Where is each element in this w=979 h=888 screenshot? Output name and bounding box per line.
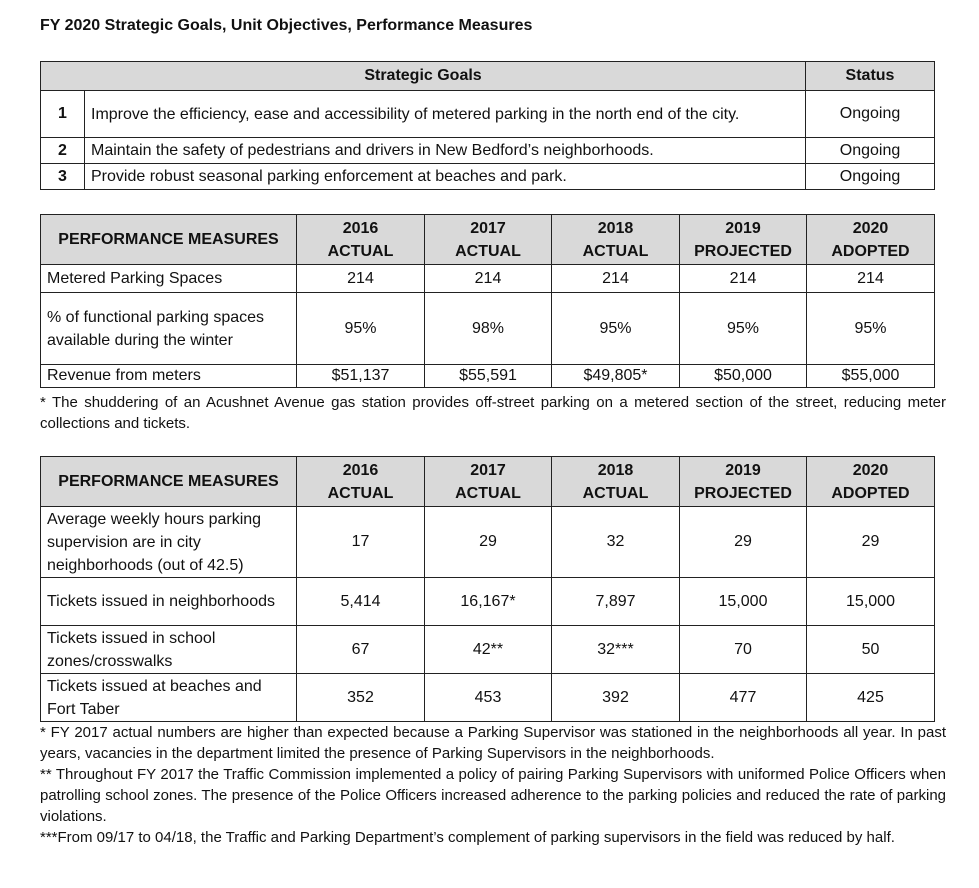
column-header-2017: 2017 ACTUAL (425, 457, 552, 507)
cell-value: $55,591 (425, 365, 552, 388)
cell-value: 352 (297, 674, 425, 722)
cell-value: $55,000 (807, 365, 935, 388)
goal-status: Ongoing (806, 138, 935, 164)
cell-value: 214 (297, 265, 425, 293)
column-header-2016: 2016 ACTUAL (297, 457, 425, 507)
column-header-2017: 2017 ACTUAL (425, 215, 552, 265)
cell-value: 5,414 (297, 578, 425, 626)
cell-value: 29 (680, 507, 807, 578)
cell-value: 214 (425, 265, 552, 293)
cell-value: 15,000 (807, 578, 935, 626)
goal-number: 3 (41, 164, 85, 190)
cell-value: 16,167* (425, 578, 552, 626)
footnote: ***From 09/17 to 04/18, the Traffic and Parking Department’s complement of parking supervisors in the field was reduced by half. (40, 829, 895, 846)
pm-header: PERFORMANCE MEASURES (41, 457, 297, 507)
table-row (41, 626, 935, 674)
cell-value: 7,897 (552, 578, 680, 626)
cell-value: 98% (425, 293, 552, 365)
column-header-2020: 2020 ADOPTED (807, 457, 935, 507)
cell-value: $51,137 (297, 365, 425, 388)
row-label: Average weekly hours parking supervision are in city neighborhoods (out of 42.5) (41, 507, 297, 578)
performance-measures-table-1 (40, 214, 935, 388)
table-row (41, 365, 935, 388)
cell-value: 32 (552, 507, 680, 578)
page-title: FY 2020 Strategic Goals, Unit Objectives, Performance Measures (40, 17, 533, 34)
cell-value: 214 (552, 265, 680, 293)
cell-value: 477 (680, 674, 807, 722)
cell-value: 42** (425, 626, 552, 674)
column-header-2019: 2019 PROJECTED (680, 457, 807, 507)
cell-value: 70 (680, 626, 807, 674)
goal-status: Ongoing (806, 91, 935, 138)
goal-number: 1 (41, 91, 85, 138)
row-label: % of functional parking spaces available during the winter (41, 293, 297, 365)
column-header-2018: 2018 ACTUAL (552, 215, 680, 265)
table-row (41, 293, 935, 365)
column-header-2019: 2019 PROJECTED (680, 215, 807, 265)
cell-value: 95% (297, 293, 425, 365)
cell-value: 453 (425, 674, 552, 722)
table-row (41, 265, 935, 293)
goals-header: Strategic Goals (41, 62, 806, 91)
footnote: * The shuddering of an Acushnet Avenue gas station provides off-street parking on a metered section of the street, reducing meter collections and tickets. (40, 394, 946, 432)
cell-value: $49,805* (552, 365, 680, 388)
goal-status: Ongoing (806, 164, 935, 190)
column-header-2016: 2016 ACTUAL (297, 215, 425, 265)
cell-value: 50 (807, 626, 935, 674)
cell-value: 29 (807, 507, 935, 578)
cell-value: 95% (680, 293, 807, 365)
row-label: Tickets issued in school zones/crosswalks (41, 626, 297, 674)
performance-measures-table-2 (40, 456, 935, 722)
goal-text: Provide robust seasonal parking enforcement at beaches and park. (85, 164, 806, 190)
column-header-2020: 2020 ADOPTED (807, 215, 935, 265)
goal-text: Maintain the safety of pedestrians and drivers in New Bedford’s neighborhoods. (85, 138, 806, 164)
table-row (41, 674, 935, 722)
goal-row (41, 164, 935, 190)
footnote: ** Throughout FY 2017 the Traffic Commission implemented a policy of pairing Parking Supervisors with uniformed Police Officers when patrolling school zones. The presence of the Police Officers increased adherence to the parking policies and reduced the rate of parking violations. (40, 766, 946, 825)
cell-value: 17 (297, 507, 425, 578)
row-label: Metered Parking Spaces (41, 265, 297, 293)
goal-row (41, 138, 935, 164)
cell-value: 67 (297, 626, 425, 674)
pm-header: PERFORMANCE MEASURES (41, 215, 297, 265)
cell-value: 95% (807, 293, 935, 365)
strategic-goals-table (40, 61, 935, 190)
row-label: Tickets issued at beaches and Fort Taber (41, 674, 297, 722)
cell-value: 95% (552, 293, 680, 365)
cell-value: 425 (807, 674, 935, 722)
goal-row (41, 91, 935, 138)
cell-value: 32*** (552, 626, 680, 674)
goal-number: 2 (41, 138, 85, 164)
table-row (41, 578, 935, 626)
column-header-2018: 2018 ACTUAL (552, 457, 680, 507)
cell-value: 214 (807, 265, 935, 293)
status-header: Status (806, 62, 935, 91)
cell-value: 29 (425, 507, 552, 578)
cell-value: $50,000 (680, 365, 807, 388)
goal-text: Improve the efficiency, ease and accessibility of metered parking in the north end of the city. (85, 91, 806, 138)
row-label: Tickets issued in neighborhoods (41, 578, 297, 626)
table-row (41, 507, 935, 578)
cell-value: 392 (552, 674, 680, 722)
footnotes (40, 722, 946, 848)
row-label: Revenue from meters (41, 365, 297, 388)
cell-value: 15,000 (680, 578, 807, 626)
cell-value: 214 (680, 265, 807, 293)
footnote: * FY 2017 actual numbers are higher than expected because a Parking Supervisor was stationed in the neighborhoods all year. In past years, vacancies in the department limited the presence of Parking Supervisors in the neighborhoods. (40, 724, 946, 762)
